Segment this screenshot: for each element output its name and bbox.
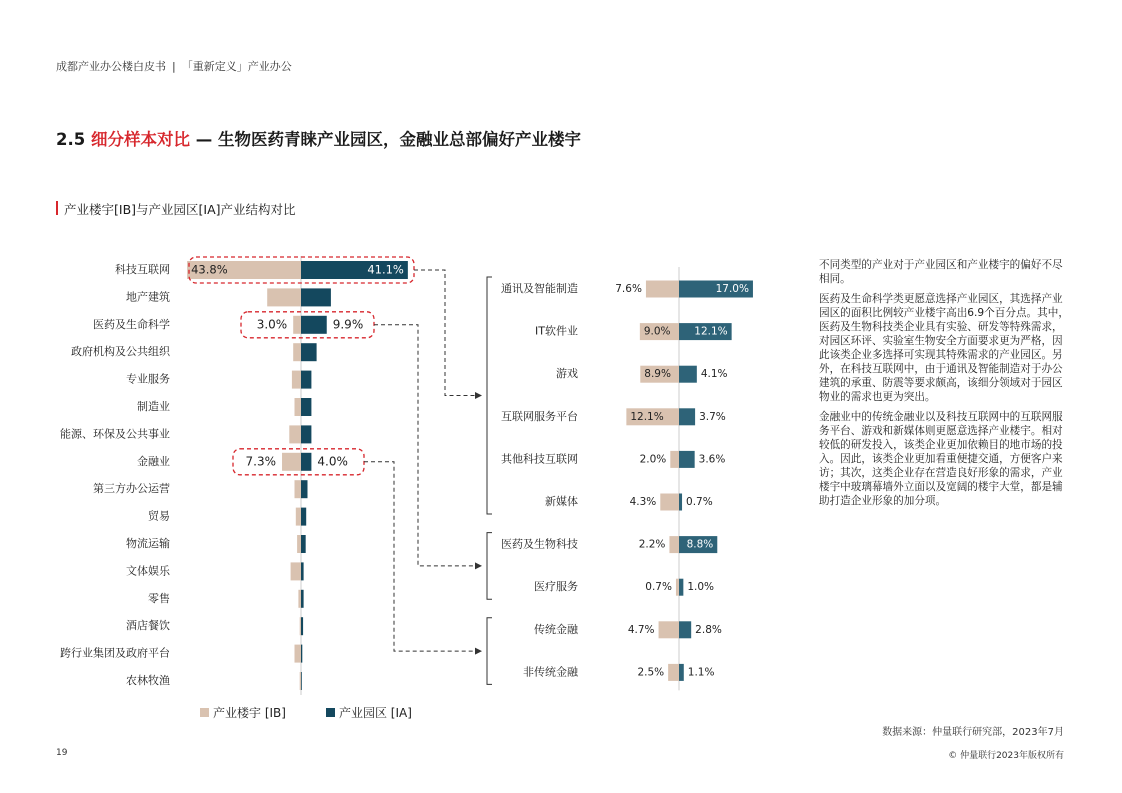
arrow-head-icon	[475, 562, 482, 569]
arrow-head-icon	[475, 648, 482, 655]
category-label: 专业服务	[126, 372, 170, 386]
sub-data-label-ib: 7.6%	[615, 283, 642, 295]
bar-ia	[301, 645, 302, 663]
sub-bar-ia	[679, 366, 697, 383]
bar-ia	[301, 508, 306, 526]
bar-ib	[295, 398, 302, 416]
title-rest: — 生物医药青睐产业园区，金融业总部偏好产业楼宇	[189, 130, 581, 149]
bar-ib	[297, 535, 301, 553]
sub-category-label: 医药及生物科技	[501, 537, 578, 551]
sub-bar-ib	[670, 451, 679, 468]
sub-data-label-ib: 2.0%	[639, 453, 667, 466]
sub-data-label-ia: 1.1%	[687, 666, 715, 679]
sub-bar-ib	[646, 281, 679, 298]
bar-ib	[293, 316, 301, 334]
sub-data-label-ia: 0.7%	[686, 496, 713, 508]
sub-category-label: 通讯及智能制造	[501, 282, 578, 295]
legend-label-ib: 产业楼宇 [IB]	[213, 706, 286, 720]
sub-data-label-ia: 2.8%	[695, 623, 722, 636]
data-label-ia: 4.0%	[317, 454, 348, 469]
category-label: 零售	[148, 591, 170, 605]
connector-line	[414, 270, 475, 396]
sub-category-label: 互联网服务平台	[501, 409, 578, 423]
sub-category-label: 其他科技互联网	[501, 452, 578, 466]
sub-data-label-ia: 12.1%	[694, 325, 728, 338]
category-label: 地产建筑	[126, 290, 170, 304]
data-label-ib: 43.8%	[191, 262, 228, 277]
title-prefix: 2.5	[56, 130, 91, 149]
data-label-ia: 41.1%	[367, 262, 404, 277]
sub-category-label: 非传统金融	[523, 665, 578, 679]
bar-ia	[301, 316, 327, 334]
legend-label-ia: 产业园区 [IA]	[338, 706, 412, 720]
bar-ib	[293, 343, 301, 361]
bar-ib	[296, 508, 301, 526]
bar-ib	[291, 562, 301, 580]
category-label: 物流运输	[126, 537, 170, 550]
bar-ib	[295, 480, 302, 498]
bar-ia	[301, 617, 303, 635]
category-label: 第三方办公运营	[93, 482, 170, 496]
sub-data-label-ib: 9.0%	[643, 325, 671, 338]
bar-ib	[300, 672, 301, 690]
sub-category-label: 新媒体	[545, 495, 578, 508]
bar-ia	[301, 425, 311, 443]
bar-ia	[301, 672, 302, 690]
sub-data-label-ia: 3.7%	[699, 410, 726, 423]
analysis-text	[819, 258, 1071, 514]
bar-ib	[282, 453, 301, 471]
sub-data-label-ia: 8.8%	[686, 538, 714, 551]
sub-bar-ia	[679, 579, 683, 596]
bar-ib	[292, 371, 301, 389]
category-label: 农林牧渔	[126, 674, 170, 687]
legend-swatch-ia	[326, 708, 335, 717]
data-label-ia: 9.9%	[332, 317, 364, 332]
sub-category-label: IT软件业	[535, 324, 578, 338]
bar-ia	[301, 590, 304, 608]
group-bracket	[487, 533, 492, 600]
header-left: 成都产业办公楼白皮书	[56, 60, 166, 73]
legend-item-ia	[326, 704, 412, 721]
sub-bar-ia	[679, 451, 695, 468]
page-number: 19	[56, 748, 68, 758]
data-source: 数据来源：仲量联行研究部，2023年7月	[882, 727, 1064, 738]
sub-data-label-ib: 4.7%	[627, 623, 655, 636]
connector-line	[374, 325, 475, 566]
category-label: 跨行业集团及政府平台	[60, 646, 170, 660]
sub-bar-ia	[679, 621, 691, 638]
category-label: 医药及生命科学	[93, 317, 170, 331]
bar-ia	[301, 535, 306, 553]
category-label: 制造业	[137, 400, 170, 413]
data-label-ib: 3.0%	[256, 317, 288, 332]
bar-ib	[295, 645, 302, 663]
group-bracket	[487, 277, 492, 514]
sub-category-label: 游戏	[556, 367, 578, 381]
arrow-head-icon	[475, 392, 482, 399]
connector-line	[364, 462, 475, 651]
chart-legend	[200, 704, 412, 721]
bar-ia	[301, 398, 311, 416]
header-right: 「重新定义」产业办公	[181, 60, 292, 73]
category-label: 文体娱乐	[126, 564, 170, 578]
bar-ib	[298, 590, 301, 608]
category-label: 金融业	[137, 454, 170, 468]
sub-data-label-ia: 1.0%	[687, 581, 715, 594]
bar-ia	[301, 343, 317, 361]
bar-ia	[301, 453, 311, 471]
category-label: 贸易	[148, 509, 170, 523]
chart-subtitle: 产业楼宇[IB]与产业园区[IA]产业结构对比	[56, 200, 296, 218]
sub-bar-ib	[669, 536, 679, 553]
legend-item-ib	[200, 704, 286, 721]
sub-data-label-ib: 4.3%	[629, 496, 657, 508]
sub-data-label-ib: 12.1%	[630, 410, 664, 423]
category-label: 酒店餐饮	[126, 619, 170, 633]
sub-bar-ia	[679, 494, 682, 511]
sub-bar-ib	[668, 664, 679, 681]
bar-ia	[301, 480, 308, 498]
copyright: © 仲量联行2023年版权所有	[948, 751, 1064, 761]
sub-data-label-ib: 2.2%	[638, 538, 666, 551]
sub-category-label: 传统金融	[534, 622, 578, 636]
sub-data-label-ib: 2.5%	[637, 666, 665, 679]
sub-bar-ib	[676, 579, 679, 596]
category-label: 能源、环保及公共事业	[60, 427, 170, 441]
sub-data-label-ia: 4.1%	[700, 368, 728, 381]
sub-data-label-ib: 8.9%	[644, 368, 671, 381]
sub-bar-ib	[659, 621, 679, 638]
sub-bar-ia	[679, 664, 684, 681]
header-separator: |	[172, 60, 176, 73]
bar-ia	[301, 288, 331, 306]
sub-category-label: 医疗服务	[534, 580, 578, 594]
bar-ia	[301, 371, 311, 389]
sub-bar-ia	[679, 408, 695, 425]
title-highlight: 细分样本对比	[90, 130, 190, 149]
analysis-paragraph-1: 不同类型的产业对于产业园区和产业楼宇的偏好不尽相同。	[819, 259, 1063, 285]
bar-ib	[267, 288, 301, 306]
analysis-paragraph-2: 医药及生命科学类更愿意选择产业园区，其选择产业园区的面积比例较产业楼宇高出6.9个百分点。其中，医药及生物科技类企业具有实验、研发等特殊需求，对园区环评、实验室生物安全方面要求更为严格，因此该类企业多选择可实现其特殊需求的产业园区。另外，在科技互联网中，由于通讯及智能制造对于办公建筑的承重、防震等要求颇高，该细分领域对于园区物业的需求也更为突出。	[819, 293, 1069, 403]
analysis-paragraph-3: 金融业中的传统金融业以及科技互联网中的互联网服务平台、游戏和新媒体则更愿意选择产业楼宇。相对较低的研发投入，该类企业更加依赖目的地市场的投入。因此，该类企业更加看重便捷交通，方便客户来访；其次，这类企业存在营造良好形象的需求，产业楼宇中玻璃幕墙外立面以及宽阔的楼宇大堂，都是辅助打造企业形象的加分项。	[819, 411, 1063, 507]
group-bracket	[487, 618, 492, 685]
data-label-ib: 7.3%	[245, 454, 277, 469]
sub-data-label-ia: 3.6%	[698, 453, 726, 466]
sub-data-label-ia: 17.0%	[715, 283, 749, 295]
bar-ib	[289, 425, 301, 443]
bar-ib	[300, 617, 301, 635]
bar-ia	[301, 562, 304, 580]
sub-data-label-ib: 0.7%	[645, 581, 672, 594]
legend-swatch-ib	[200, 708, 209, 717]
sub-bar-ib	[660, 494, 679, 511]
category-label: 政府机构及公共组织	[71, 345, 170, 359]
category-label: 科技互联网	[115, 263, 170, 276]
